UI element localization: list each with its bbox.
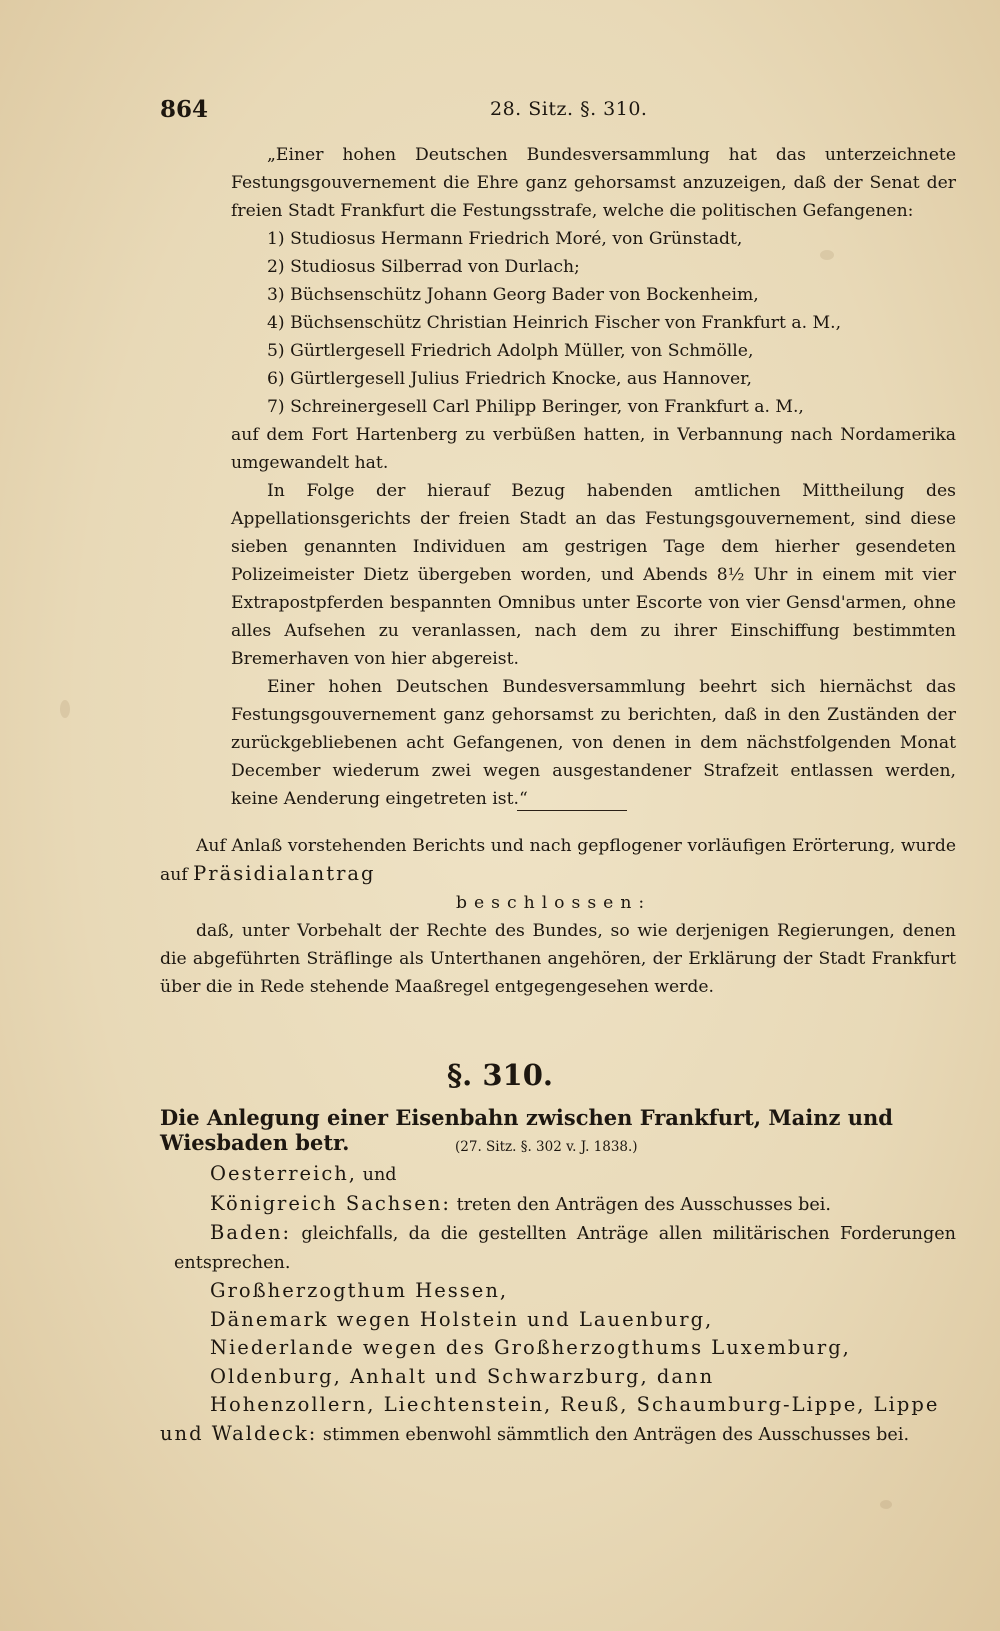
vote-line: [160, 1420, 956, 1450]
prisoner-item: 3) Büchsenschütz Johann Georg Bader von Bockenheim,: [267, 285, 759, 305]
paper-stain: [880, 1500, 892, 1509]
quoted-report: [231, 141, 956, 813]
paper-stain: [60, 700, 70, 718]
separator-rule: [517, 810, 627, 811]
vote-line: Großherzogthum Hessen,: [210, 1279, 509, 1302]
vote-line: [160, 1190, 956, 1220]
prisoner-item: 5) Gürtlergesell Friedrich Adolph Müller, von Schmölle,: [267, 341, 754, 361]
resolution-intro-text: Auf Anlaß vorstehenden Berichts und nach gepflogener vorläufigen Erörterung, wurde auf: [160, 836, 956, 885]
report-opening: „Einer hohen Deutschen Bundesversammlung hat das unterzeichnete Festungsgouvernement die Ehre ganz gehorsamst anzuzeigen, daß der Senat der freien Stadt Frankfurt die Festungsstrafe, welche die politischen Gefangenen:: [231, 145, 956, 221]
prisoner-item: 6) Gürtlergesell Julius Friedrich Knocke, aus Hannover,: [267, 369, 752, 389]
resolution-keyword: beschlossen:: [456, 893, 652, 913]
resolution-text: daß, unter Vorbehalt der Rechte des Bundes, so wie derjenigen Regierungen, denen die abgeführten Sträflinge als Unterthanen angehören, der Erklärung der Stadt Frankfurt über die in Rede stehende Maaßregel entgegengesehen werde.: [160, 921, 956, 997]
report-closing: auf dem Fort Hartenberg zu verbüßen hatten, in Verbannung nach Nordamerika umgewandelt hat.: [231, 425, 956, 473]
vote-line: Oldenburg, Anhalt und Schwarzburg, dann: [210, 1364, 715, 1388]
report-paragraph-3: Einer hohen Deutschen Bundesversammlung beehrt sich hiernächst das Festungsgouvernement ganz gehorsamst zu berichten, daß in den Zuständen der zurückgebliebenen acht Gefangenen, von denen in dem nächstfolgenden Monat December wiederum zwei wegen ausgestandener Strafzeit entlassen werden, keine Aenderung eingetreten ist.“: [231, 677, 956, 809]
resolution-block: [160, 832, 956, 1001]
page-number: 864: [160, 96, 209, 123]
report-paragraph-2: In Folge der hierauf Bezug habenden amtlichen Mittheilung des Appellationsgerichts der freien Stadt an das Festungsgouvernement, sind diese sieben genannten Individuen am gestrigen Tage dem hierher gesendeten Polizeimeister Dietz übergeben worden, und Abends 8½ Uhr in einem mit vier Extrapostpferden bespannten Omnibus unter Escorte von vier Gensd'armen, ohne alles Aufsehen zu veranlassen, nach dem zu ihrer Einschiffung bestimmten Bremerhaven von hier abgereist.: [231, 481, 956, 669]
presidial-motion: Präsidialantrag: [193, 862, 376, 885]
state-name: Oesterreich,: [210, 1162, 358, 1185]
vote-line: [160, 1219, 956, 1277]
prisoner-item: 7) Schreinergesell Carl Philipp Beringer, von Frankfurt a. M.,: [267, 397, 804, 417]
prisoner-item: 2) Studiosus Silberrad von Durlach;: [267, 257, 580, 277]
section-number: §. 310.: [447, 1058, 553, 1092]
vote-line: Niederlande wegen des Großherzogthums Luxemburg,: [210, 1336, 851, 1359]
state-name: und Waldeck:: [160, 1421, 318, 1445]
state-name: Königreich Sachsen:: [210, 1191, 451, 1215]
vote-line: [160, 1160, 956, 1190]
vote-text: treten den Anträgen des Ausschusses bei.: [450, 1194, 831, 1215]
votes-block: [160, 1160, 956, 1449]
vote-text: stimmen ebenwohl sämmtlich den Anträgen des Ausschusses bei.: [317, 1424, 910, 1445]
vote-line: Hohenzollern, Liechtenstein, Reuß, Schaumburg-Lippe, Lippe: [210, 1393, 940, 1416]
section-reference: (27. Sitz. §. 302 v. J. 1838.): [455, 1139, 638, 1155]
resolution-intro: [160, 832, 956, 889]
resolution-keyword-line: [160, 889, 956, 917]
vote-text: gleichfalls, da die gestellten Anträge allen militärischen Forderungen entsprechen.: [174, 1224, 956, 1273]
section-title: Die Anlegung einer Eisenbahn zwischen Frankfurt, Mainz und Wiesbaden betr.: [160, 1105, 893, 1155]
prisoner-list: [231, 225, 956, 421]
state-name: Baden:: [210, 1221, 292, 1244]
prisoner-item: 1) Studiosus Hermann Friedrich Moré, von Grünstadt,: [267, 229, 743, 249]
running-title: 28. Sitz. §. 310.: [490, 98, 648, 120]
vote-line: Dänemark wegen Holstein und Lauenburg,: [210, 1307, 714, 1331]
vote-text: und: [357, 1165, 397, 1185]
page-header: [160, 96, 960, 130]
prisoner-item: 4) Büchsenschütz Christian Heinrich Fischer von Frankfurt a. M.,: [267, 313, 842, 333]
